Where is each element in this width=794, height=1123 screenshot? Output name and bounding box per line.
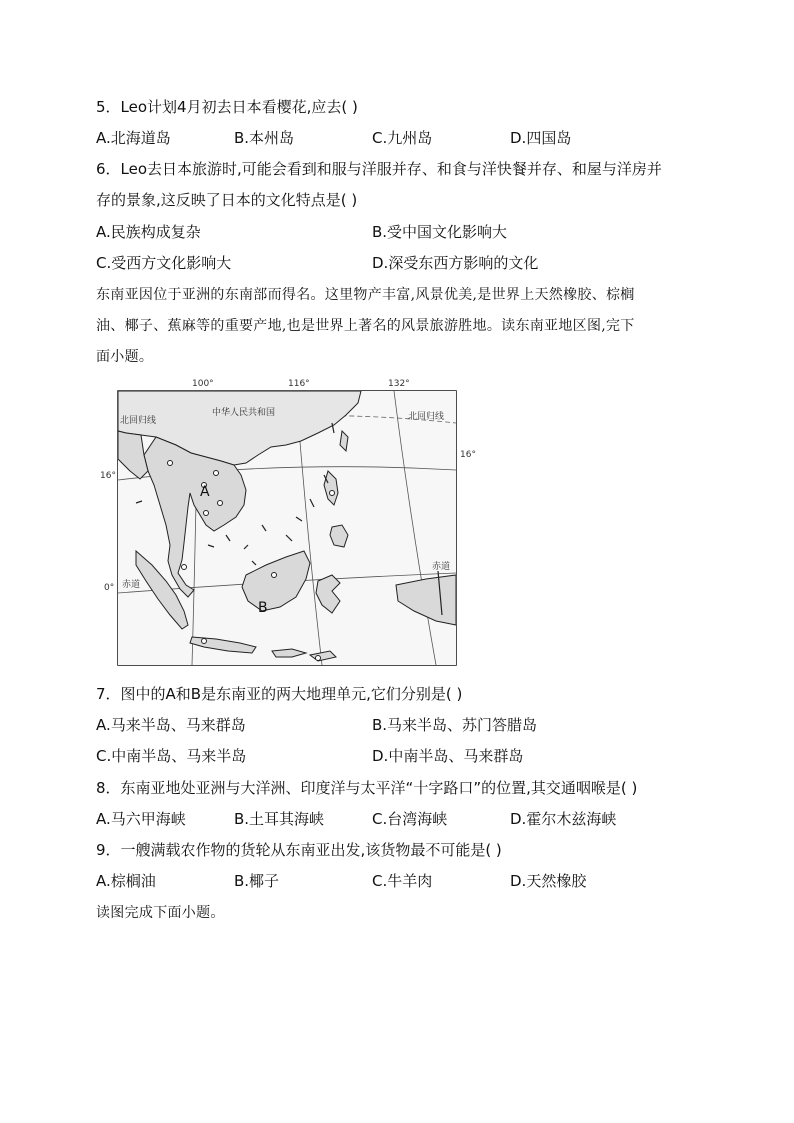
q5-option-d: D.四国岛 (510, 129, 572, 147)
passage-line2: 油、椰子、蕉麻等的重要产地,也是世界上著名的风景旅游胜地。读东南亚地区图,完下 (96, 318, 635, 334)
southeast-asia-map (96, 375, 486, 671)
q6-option-c: C.受西方文化影响大 (96, 254, 232, 272)
q9-option-c: C.牛羊肉 (372, 872, 433, 890)
q8-option-a: A.马六甲海峡 (96, 810, 186, 828)
region-label-a: A (200, 484, 210, 500)
q7-option-c: C.中南半岛、马来半岛 (96, 747, 247, 765)
tropic-label-left: 北回归线 (120, 416, 157, 426)
footer-instruction: 读图完成下面小题。 (96, 905, 225, 921)
q8-option-c: C.台湾海峡 (372, 810, 448, 828)
q6-option-a: A.民族构成复杂 (96, 223, 201, 241)
lat-label-right-16: 16° (460, 450, 476, 460)
q8-option-d: D.霍尔木兹海峡 (510, 810, 617, 828)
equator-label-right: 赤道 (432, 562, 451, 572)
q7-option-b: B.马来半岛、苏门答腊岛 (372, 716, 538, 734)
tropic-label-right: 北回归线 (408, 412, 445, 422)
lon-label-100: 100° (192, 379, 214, 389)
question-7-stem: 7．图中的A和B是东南亚的两大地理单元,它们分别是( ) (96, 685, 463, 703)
equator-label-left: 赤道 (122, 580, 141, 590)
region-label-b: B (258, 600, 268, 616)
question-9-stem: 9．一艘满载农作物的货轮从东南亚出发,该货物最不可能是( ) (96, 841, 502, 859)
passage-line3: 面小题。 (96, 349, 154, 365)
q6-option-d: D.深受东西方影响的文化 (372, 254, 539, 272)
lat-label-left-0: 0° (104, 583, 115, 593)
question-6-stem-line2: 存的景象,这反映了日本的文化特点是( ) (96, 191, 358, 209)
q9-option-d: D.天然橡胶 (510, 872, 587, 890)
q9-option-b: B.椰子 (234, 872, 280, 890)
q7-option-d: D.中南半岛、马来群岛 (372, 747, 524, 765)
lon-label-116: 116° (288, 379, 310, 389)
passage-line1: 东南亚因位于亚洲的东南部而得名。这里物产丰富,风景优美,是世界上天然橡胶、棕榈 (96, 287, 635, 303)
question-8-stem: 8．东南亚地处亚洲与大洋洲、印度洋与太平洋“十字路口”的位置,其交通咽喉是( ) (96, 779, 638, 797)
q8-option-b: B.土耳其海峡 (234, 810, 325, 828)
q5-option-b: B.本州岛 (234, 129, 295, 147)
q6-option-b: B.受中国文化影响大 (372, 223, 508, 241)
lon-label-132: 132° (388, 379, 410, 389)
q5-option-c: C.九州岛 (372, 129, 433, 147)
china-label: 中华人民共和国 (212, 408, 276, 418)
q5-option-a: A.北海道岛 (96, 129, 171, 147)
question-5-stem: 5．Leo计划4月初去日本看樱花,应去( ) (96, 98, 358, 116)
lat-label-left-16: 16° (100, 471, 116, 481)
q7-option-a: A.马来半岛、马来群岛 (96, 716, 246, 734)
q9-option-a: A.棕榈油 (96, 872, 156, 890)
question-6-stem-line1: 6．Leo去日本旅游时,可能会看到和服与洋服并存、和食与洋快餐并存、和屋与洋房并 (96, 160, 662, 178)
